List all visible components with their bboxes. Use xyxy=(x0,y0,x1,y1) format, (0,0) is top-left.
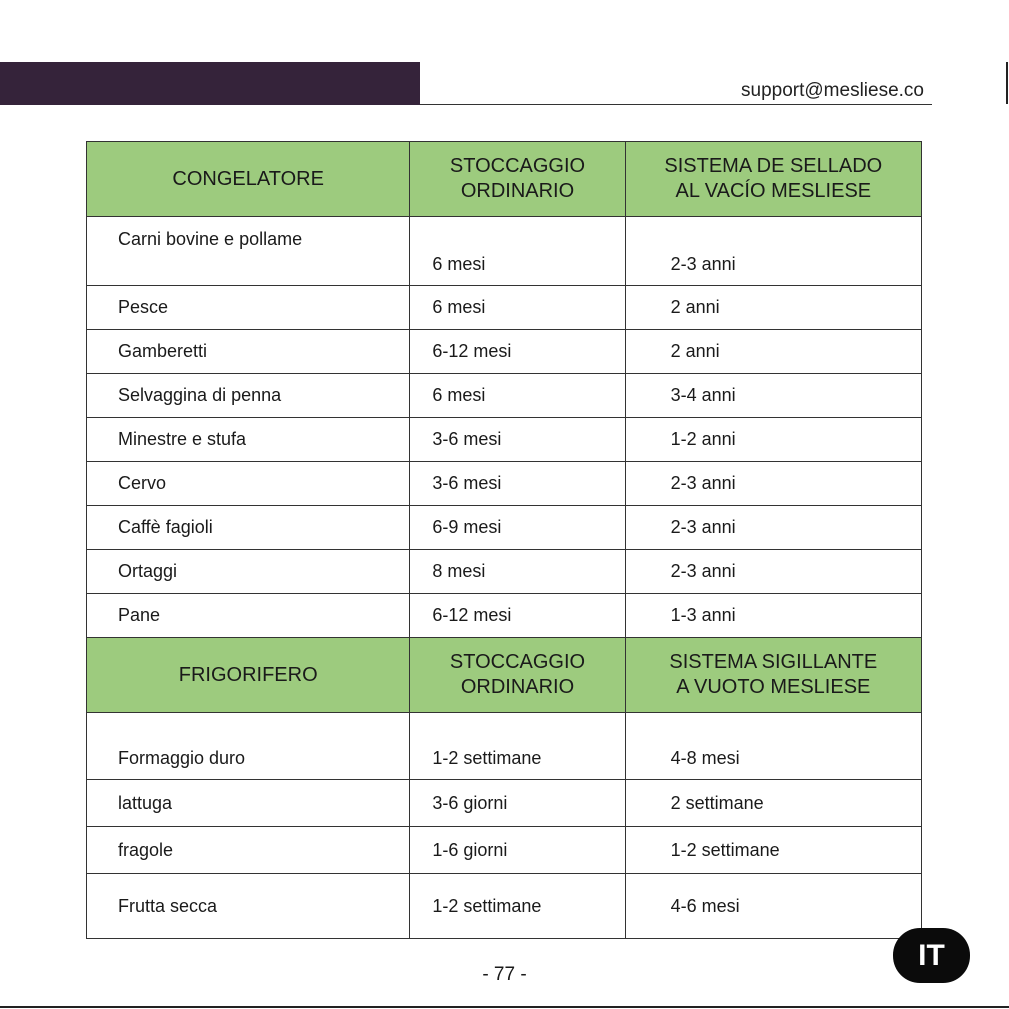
vacuum-duration-cell: 4-6 mesi xyxy=(625,874,921,939)
food-cell: Cervo xyxy=(87,462,410,506)
ordinary-duration-cell: 6 mesi xyxy=(410,217,625,286)
food-cell: Formaggio duro xyxy=(87,713,410,780)
table-row xyxy=(87,462,922,506)
support-email: support@mesliese.co xyxy=(741,80,924,101)
ordinary-storage-header-cell: STOCCAGGIO ORDINARIO xyxy=(410,142,625,217)
vacuum-duration-cell: 2 settimane xyxy=(625,780,921,827)
table-row xyxy=(87,874,922,939)
ordinary-duration-cell: 6-9 mesi xyxy=(410,506,625,550)
vacuum-duration-cell: 2-3 anni xyxy=(625,506,921,550)
food-cell: Minestre e stufa xyxy=(87,418,410,462)
ordinary-duration-cell: 1-2 settimane xyxy=(410,874,625,939)
header-rule xyxy=(420,104,932,105)
table-row xyxy=(87,550,922,594)
table-row xyxy=(87,374,922,418)
table-row xyxy=(87,418,922,462)
vacuum-system-header-cell: SISTEMA SIGILLANTE A VUOTO MESLIESE xyxy=(625,638,921,713)
food-cell: Pesce xyxy=(87,286,410,330)
food-cell: Carni bovine e pollame xyxy=(87,217,410,286)
table-row xyxy=(87,506,922,550)
food-cell: fragole xyxy=(87,827,410,874)
table-row xyxy=(87,713,922,780)
vacuum-duration-cell: 4-8 mesi xyxy=(625,713,921,780)
page-number: - 77 - xyxy=(482,964,527,985)
food-cell: Pane xyxy=(87,594,410,638)
footer-rule xyxy=(0,1006,1009,1008)
table-row xyxy=(87,827,922,874)
ordinary-duration-cell: 6 mesi xyxy=(410,286,625,330)
vacuum-system-header-cell: SISTEMA DE SELLADO AL VACÍO MESLIESE xyxy=(625,142,921,217)
ordinary-duration-cell: 3-6 mesi xyxy=(410,418,625,462)
fridge-header-row xyxy=(87,638,922,713)
ordinary-duration-cell: 1-6 giorni xyxy=(410,827,625,874)
table-row xyxy=(87,330,922,374)
food-cell: lattuga xyxy=(87,780,410,827)
table-row xyxy=(87,286,922,330)
food-cell: Selvaggina di penna xyxy=(87,374,410,418)
vacuum-duration-cell: 1-2 settimane xyxy=(625,827,921,874)
food-cell: Caffè fagioli xyxy=(87,506,410,550)
ordinary-duration-cell: 3-6 giorni xyxy=(410,780,625,827)
ordinary-duration-cell: 6-12 mesi xyxy=(410,330,625,374)
storage-table xyxy=(86,141,922,939)
vacuum-duration-cell: 2 anni xyxy=(625,330,921,374)
table-row xyxy=(87,217,922,286)
freezer-header-row xyxy=(87,142,922,217)
fridge-header-cell: FRIGORIFERO xyxy=(87,638,410,713)
header-bar xyxy=(0,62,420,105)
ordinary-duration-cell: 6-12 mesi xyxy=(410,594,625,638)
food-cell: Frutta secca xyxy=(87,874,410,939)
vacuum-duration-cell: 2 anni xyxy=(625,286,921,330)
ordinary-duration-cell: 1-2 settimane xyxy=(410,713,625,780)
food-cell: Gamberetti xyxy=(87,330,410,374)
table-row xyxy=(87,780,922,827)
ordinary-duration-cell: 6 mesi xyxy=(410,374,625,418)
ordinary-duration-cell: 8 mesi xyxy=(410,550,625,594)
ordinary-duration-cell: 3-6 mesi xyxy=(410,462,625,506)
ordinary-storage-header-cell: STOCCAGGIO ORDINARIO xyxy=(410,638,625,713)
vacuum-duration-cell: 2-3 anni xyxy=(625,462,921,506)
food-cell: Ortaggi xyxy=(87,550,410,594)
vacuum-duration-cell: 1-3 anni xyxy=(625,594,921,638)
vacuum-duration-cell: 2-3 anni xyxy=(625,217,921,286)
table-row xyxy=(87,594,922,638)
vacuum-duration-cell: 2-3 anni xyxy=(625,550,921,594)
language-badge: IT xyxy=(893,928,970,983)
vacuum-duration-cell: 3-4 anni xyxy=(625,374,921,418)
freezer-header-cell: CONGELATORE xyxy=(87,142,410,217)
vacuum-duration-cell: 1-2 anni xyxy=(625,418,921,462)
edge-mark xyxy=(1006,62,1008,104)
